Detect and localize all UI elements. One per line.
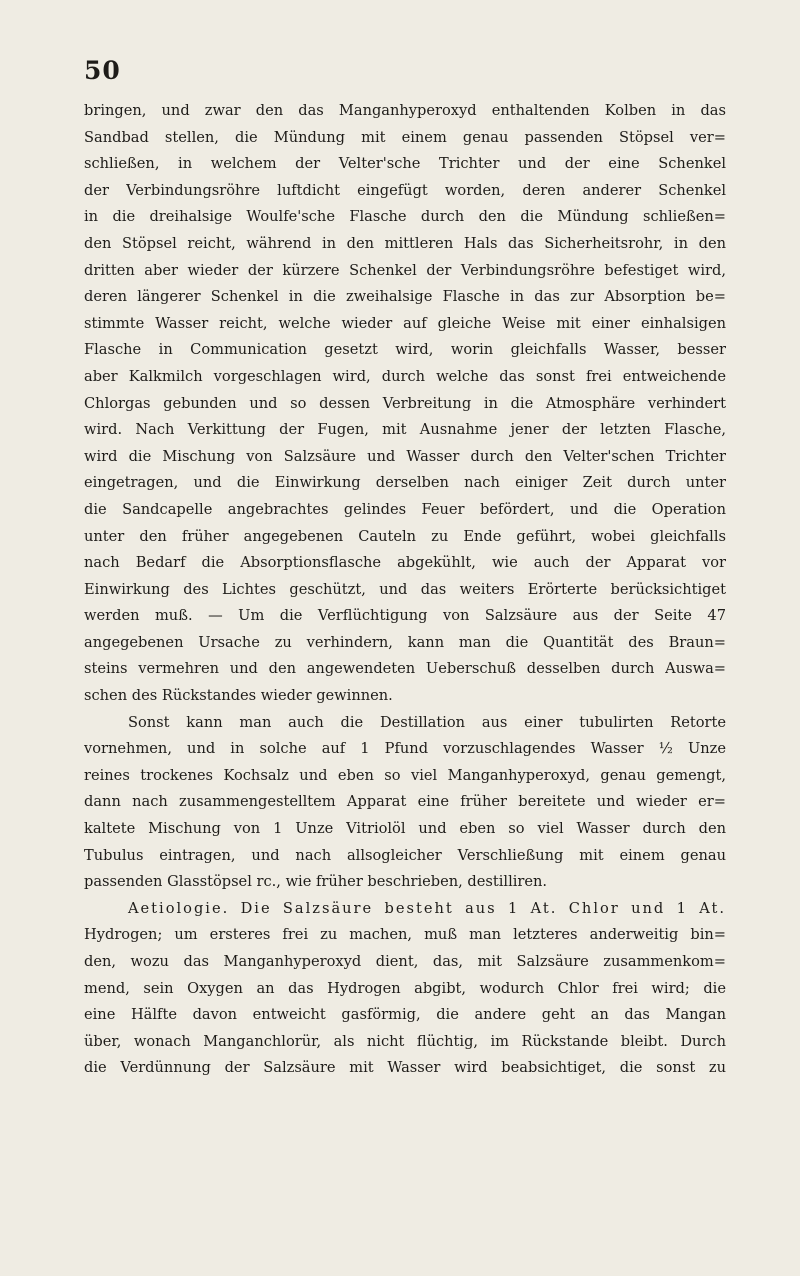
text-line: wird die Mischung von Salzsäure und Wasser durch den Velter'schen Trichter	[84, 447, 726, 465]
text-line: in die dreihalsige Woulfe'sche Flasche durch den die Mündung schließen=	[84, 208, 726, 226]
text-line: aber Kalkmilch vorgeschlagen wird, durch welche das sonst frei entweichende	[84, 367, 726, 385]
text-line: stimmte Wasser reicht, welche wieder auf gleiche Weise mit einer einhalsigen	[84, 314, 726, 332]
text-line: kaltete Mischung von 1 Unze Vitriolöl und eben so viel Wasser durch den	[84, 820, 726, 838]
text-line: die Sandcapelle angebrachtes gelindes Feuer befördert, und die Operation	[84, 500, 726, 518]
text-line: Aetiologie. Die Salzsäure besteht aus 1 At. Chlor und 1 At.	[128, 899, 726, 917]
text-line: unter den früher angegebenen Cauteln zu Ende geführt, wobei gleichfalls	[84, 527, 726, 545]
paragraph-retort-method	[84, 710, 726, 896]
text-line: reines trockenes Kochsalz und eben so viel Manganhyperoxyd, genau gemengt,	[84, 766, 726, 784]
text-line: deren längerer Schenkel in die zweihalsige Flasche in das zur Absorption be=	[84, 288, 726, 306]
text-line: Einwirkung des Lichtes geschützt, und das weiters Erörterte berücksichtiget	[84, 580, 726, 598]
text-line: Sonst kann man auch die Destillation aus einer tubulirten Retorte	[128, 713, 726, 731]
text-line: Tubulus eintragen, und nach allsogleicher Verschließung mit einem genau	[84, 846, 726, 864]
text-line: bringen, und zwar den das Manganhyperoxyd enthaltenden Kolben in das	[84, 102, 726, 119]
text-line: vornehmen, und in solche auf 1 Pfund vorzuschlagendes Wasser ½ Unze	[84, 740, 726, 758]
text-line: angegebenen Ursache zu verhindern, kann man die Quantität des Braun=	[84, 633, 726, 651]
body-text	[84, 98, 726, 1082]
text-line: mend, sein Oxygen an das Hydrogen abgibt, wodurch Chlor frei wird; die	[84, 979, 726, 997]
text-line: steins vermehren und den angewendeten Ueberschuß desselben durch Auswa=	[84, 660, 726, 678]
text-line: Chlorgas gebunden und so dessen Verbreitung in die Atmosphäre verhindert	[84, 394, 726, 412]
text-line: schließen, in welchem der Velter'sche Trichter und der eine Schenkel	[84, 155, 726, 173]
text-line: den, wozu das Manganhyperoxyd dient, das, mit Salzsäure zusammenkom=	[84, 953, 726, 970]
text-line: eingetragen, und die Einwirkung derselben nach einiger Zeit durch unter	[84, 474, 726, 492]
text-line: die Verdünnung der Salzsäure mit Wasser wird beabsichtiget, die sonst zu	[84, 1059, 726, 1077]
text-line: Hydrogen; um ersteres frei zu machen, muß man letzteres anderweitig bin=	[84, 926, 726, 944]
text-line: wird. Nach Verkittung der Fugen, mit Ausnahme jener der letzten Flasche,	[84, 421, 726, 439]
text-line: eine Hälfte davon entweicht gasförmig, die andere geht an das Mangan	[84, 1006, 726, 1024]
page-number: 50	[84, 56, 121, 85]
text-line: nach Bedarf die Absorptionsflasche abgekühlt, wie auch der Apparat vor	[84, 554, 726, 572]
text-line: dritten aber wieder der kürzere Schenkel der Verbindungsröhre befestiget wird,	[84, 261, 726, 279]
text-line: Flasche in Communication gesetzt wird, worin gleichfalls Wasser, besser	[84, 341, 726, 359]
text-line: werden muß. — Um die Verflüchtigung von Salzsäure aus der Seite 47	[84, 607, 726, 625]
paragraph-distillation-procedure	[84, 98, 726, 710]
text-line: den Stöpsel reicht, während in den mittleren Hals das Sicherheitsrohr, in den	[84, 234, 726, 252]
text-line: Sandbad stellen, die Mündung mit einem genau passenden Stöpsel ver=	[84, 128, 726, 146]
paragraph-aetiologie	[84, 896, 726, 1082]
text-line: über, wonach Manganchlorür, als nicht flüchtig, im Rückstande bleibt. Durch	[84, 1032, 726, 1050]
text-line: schen des Rückstandes wieder gewinnen.	[84, 687, 393, 705]
text-line: der Verbindungsröhre luftdicht eingefügt worden, deren anderer Schenkel	[84, 181, 726, 199]
text-line: passenden Glasstöpsel rc., wie früher beschrieben, destilliren.	[84, 873, 548, 891]
text-line: dann nach zusammengestelltem Apparat eine früher bereitete und wieder er=	[84, 793, 726, 811]
